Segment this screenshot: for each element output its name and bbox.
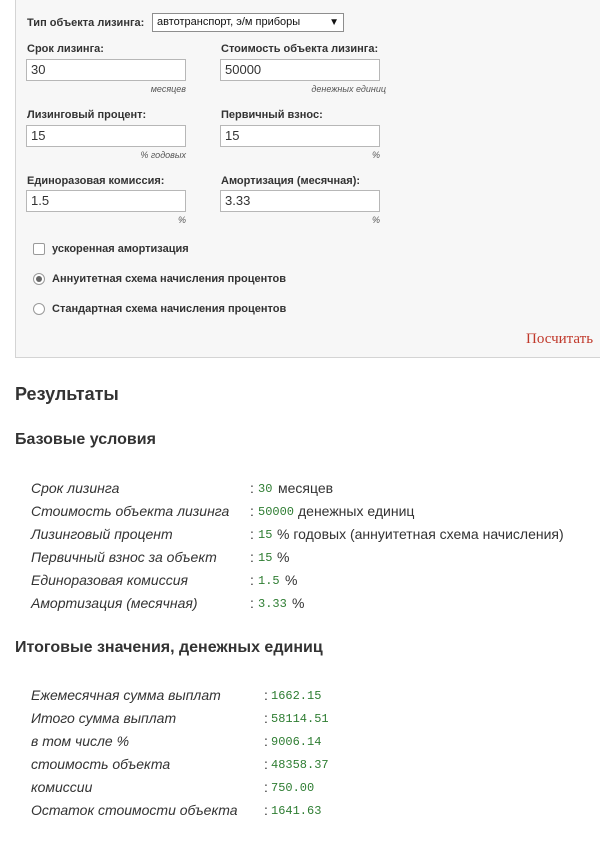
total-row-value: 1662.15: [271, 689, 322, 703]
commission-input[interactable]: 1.5: [26, 190, 186, 212]
base-row-label: Первичный взнос за объект: [31, 549, 217, 565]
down-payment-input[interactable]: 15: [220, 125, 380, 147]
base-row-colon: :: [250, 503, 254, 519]
rate-label: Лизинговый процент:: [27, 109, 147, 121]
base-row-unit: %: [285, 572, 298, 588]
standard-label[interactable]: Стандартная схема начисления процентов: [52, 303, 287, 315]
total-row-value: 48358.37: [271, 758, 329, 772]
down-payment-hint: %: [371, 150, 380, 160]
total-row-colon: :: [264, 687, 268, 703]
term-hint: месяцев: [150, 84, 186, 94]
totals-title: Итоговые значения, денежных единиц: [15, 639, 323, 656]
cost-input[interactable]: 50000: [220, 59, 380, 81]
cost-label: Стоимость объекта лизинга:: [221, 43, 379, 55]
total-row-value: 1641.63: [271, 804, 322, 818]
base-row-value: 15: [258, 528, 273, 542]
annuity-label[interactable]: Аннуитетная схема начисления процентов: [52, 273, 286, 285]
commission-hint: %: [177, 215, 186, 225]
base-row-unit: месяцев: [278, 480, 334, 496]
term-input[interactable]: 30: [26, 59, 186, 81]
total-row-label: Итого сумма выплат: [31, 710, 177, 726]
total-row-value: 9006.14: [271, 735, 322, 749]
base-row-unit: % годовых (аннуитетная схема начисления): [277, 526, 564, 542]
total-row-colon: :: [264, 779, 268, 795]
leasing-type-label: Тип объекта лизинга:: [27, 17, 145, 29]
amortization-input[interactable]: 3.33: [220, 190, 380, 212]
base-row-label: Стоимость объекта лизинга: [31, 503, 230, 519]
total-row-colon: :: [264, 733, 268, 749]
base-row-label: Единоразовая комиссия: [31, 572, 188, 588]
base-row-label: Амортизация (месячная): [31, 595, 198, 611]
commission-label: Единоразовая комиссия:: [27, 175, 165, 187]
base-row-value: 3.33: [258, 597, 287, 611]
accelerated-label[interactable]: ускоренная амортизация: [52, 243, 189, 255]
base-row-label: Срок лизинга: [31, 480, 120, 496]
base-row-value: 50000: [258, 505, 295, 519]
base-row-colon: :: [250, 480, 254, 496]
total-row-label: Остаток стоимости объекта: [31, 802, 238, 818]
results-title: Результаты: [15, 384, 119, 404]
total-row-colon: :: [264, 802, 268, 818]
down-payment-label: Первичный взнос:: [221, 109, 323, 121]
base-row-unit: денежных единиц: [298, 503, 415, 519]
total-row-label: комиссии: [31, 779, 93, 795]
base-row-label: Лизинговый процент: [31, 526, 173, 542]
base-row-colon: :: [250, 549, 254, 565]
base-conditions-title: Базовые условия: [15, 431, 156, 448]
total-row-value: 58114.51: [271, 712, 329, 726]
base-row-colon: :: [250, 526, 254, 542]
base-row-value: 30: [258, 482, 273, 496]
base-row-unit: %: [277, 549, 290, 565]
dropdown-arrow-icon: ▼: [329, 17, 339, 28]
calculate-button[interactable]: Посчитать: [526, 331, 594, 347]
base-row-value: 15: [258, 551, 273, 565]
leasing-type-value: автотранспорт, э/м приборы: [157, 16, 301, 28]
base-row-colon: :: [250, 572, 254, 588]
base-row-colon: :: [250, 595, 254, 611]
rate-hint: % годовых: [140, 150, 186, 160]
base-row-value: 1.5: [258, 574, 280, 588]
standard-radio[interactable]: [33, 303, 45, 315]
annuity-radio[interactable]: [33, 273, 45, 285]
amortization-hint: %: [371, 215, 380, 225]
leasing-type-select[interactable]: [152, 13, 344, 32]
cost-hint: денежных единиц: [311, 84, 386, 94]
accelerated-checkbox[interactable]: [33, 243, 45, 255]
base-row-unit: %: [292, 595, 305, 611]
total-row-label: Ежемесячная сумма выплат: [31, 687, 221, 703]
total-row-colon: :: [264, 710, 268, 726]
total-row-label: в том числе %: [31, 733, 130, 749]
term-label: Срок лизинга:: [27, 43, 104, 55]
rate-input[interactable]: 15: [26, 125, 186, 147]
total-row-value: 750.00: [271, 781, 315, 795]
total-row-label: стоимость объекта: [31, 756, 171, 772]
total-row-colon: :: [264, 756, 268, 772]
amortization-label: Амортизация (месячная):: [221, 175, 361, 187]
